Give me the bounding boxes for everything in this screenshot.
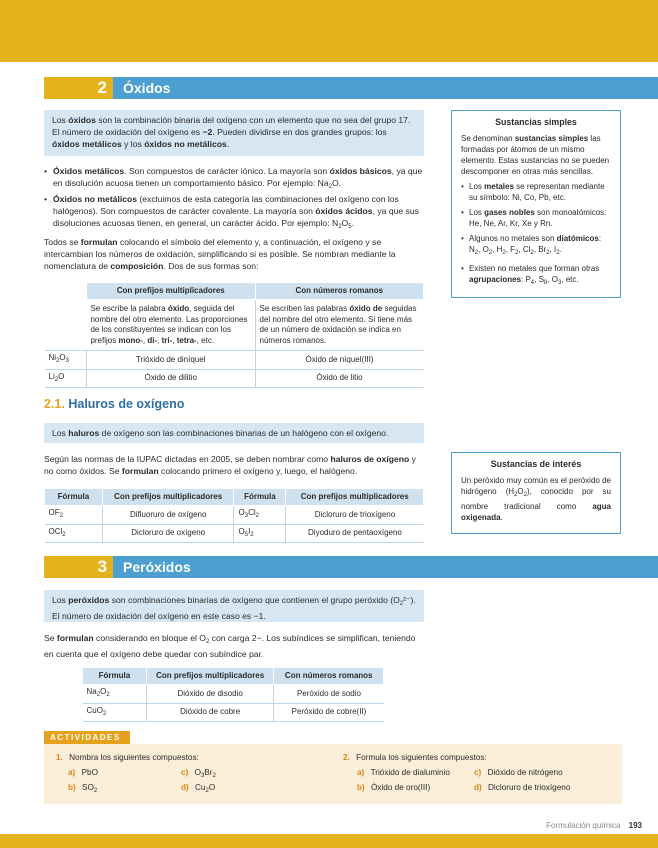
item-value: Óxido de oro(III) <box>371 783 431 792</box>
name-cell: Dicloruro de trioxígeno <box>286 506 424 525</box>
name-cell: Peróxido de sodio <box>274 685 384 704</box>
top-banner <box>0 0 658 62</box>
section-3-number: 3 <box>44 556 113 578</box>
column-header: Con prefijos multiplicadores <box>286 489 424 506</box>
sidebar-1-item: • Los gases nobles son monoatómicos: He, Ne, Ar, Kr, Xe y Rn. <box>461 207 611 229</box>
item-value: $SO_2$ <box>82 783 98 794</box>
activity-1-number: 1. <box>56 753 63 762</box>
bottom-banner <box>0 834 658 848</box>
oxides-formulation-paragraph: Todos se formulan colocando el símbolo del elemento y, a continuación, el oxígeno y se intercambian los números de oxidación, simplificando si es posible. Se nombran mediante la nomenclatura de composición. Dos de sus formas son: <box>44 237 396 271</box>
halides-table <box>44 488 424 543</box>
activity-2-item <box>474 767 563 779</box>
peroxides-table <box>82 667 384 722</box>
footer-section: Formulación química <box>546 821 621 830</box>
peroxides-paragraph: Se formulan considerando en bloque el $O_2$ con carga 2−. Los subíndices se simplifican, teniendo en cuenta que el oxígeno debe quedar con subíndice par. <box>44 633 416 659</box>
name-cell: Dicloruro de oxígeno <box>102 524 234 543</box>
item-value: $Cu_2O$ <box>195 783 216 794</box>
sidebar-1-list <box>461 181 611 289</box>
section-2-header <box>44 77 658 99</box>
column-header: Fórmula <box>83 668 147 685</box>
item-letter: d) <box>474 783 482 792</box>
activities-label: ACTIVIDADES <box>44 731 130 744</box>
name-cell: Dióxido de disodio <box>146 685 274 704</box>
page-footer <box>546 820 642 832</box>
bullet-nonmetal-oxides: • Óxidos no metálicos (excluimos de esta categoría las combinaciones del oxígeno con los halógenos). Son compuestos de carácter covalente. La mayoría son óxidos ácidos, ya que sus disoluciones acuosas tienen, en general, un carácter ácido. Por ejemplo: $N_2O_5$. <box>44 193 426 233</box>
table-row <box>45 351 424 370</box>
formula-cell: $O_3Cl_2$ <box>234 506 286 525</box>
item-letter: d) <box>181 783 189 792</box>
column-header: Con números romanos <box>274 668 384 685</box>
name-cell: Dióxido de cobre <box>146 703 274 722</box>
table-row <box>45 506 424 525</box>
section-2-1-title: Haluros de oxígeno <box>68 397 185 411</box>
formula-cell: CuO$_2$ <box>83 703 147 722</box>
name-cell: Trióxido de diníquel <box>86 351 255 370</box>
activity-2-item <box>357 782 430 794</box>
table-row <box>45 369 424 388</box>
desc-multiplier-prefixes: Se escribe la palabra óxido, seguida del nombre del otro elemento. Las proporciones de los constituyentes se indican con los prefijos mono-, di-, tri-, tetra-, etc. <box>86 300 255 351</box>
bullet-metal-oxides: • Óxidos metálicos. Son compuestos de carácter iónico. La mayoría son óxidos básicos, ya que en disolución acuosa tienen un comportamiento básico. Por ejemplo: $Na_2O$. <box>44 165 426 193</box>
sidebar-2-title: Sustancias de interés <box>490 459 582 469</box>
activity-1-text: Nombra los siguientes compuestos: <box>69 753 199 762</box>
column-header: Fórmula <box>45 489 103 506</box>
item-value: Trióxido de dialuminio <box>370 768 450 777</box>
activity-2-item <box>474 782 570 794</box>
sidebar-2-text: Un peróxido muy común es el peróxido de hidrógeno $(H_2O_2)$, conocido por su nombre tradicional como agua oxigenada. <box>461 476 611 522</box>
activity-1-item <box>68 782 97 797</box>
formula-cell: $Na_2O_2$ <box>83 685 147 704</box>
item-letter: b) <box>357 783 365 792</box>
section-2-title: Óxidos <box>123 80 171 96</box>
section-2-number: 2 <box>44 77 113 99</box>
desc-roman-numerals: Se escriben las palabras óxido de seguidas del nombre del otro elemento. Si tiene más de un número de oxidación se indica en números romanos. <box>255 300 423 351</box>
section-3-title: Peróxidos <box>123 559 191 575</box>
activity-2-item <box>357 767 450 779</box>
item-letter: a) <box>68 768 76 777</box>
empty-header <box>45 283 87 300</box>
activity-1-item <box>68 767 98 779</box>
sidebar-1-item: • Algunos no metales son diatómicos: $N_2$, $O_2$, $H_2$, $F_2$, $Cl_2$, $Br_2$, $I_2$. <box>461 233 611 259</box>
table-row <box>45 524 424 543</box>
column-header: Fórmula <box>234 489 286 506</box>
sidebar-simple-substances <box>451 110 621 298</box>
formula-cell: OCl$_2$ <box>45 524 103 543</box>
activity-2-text: Formula los siguientes compuestos: <box>356 753 487 762</box>
item-value: $O_3Br_2$ <box>194 768 216 779</box>
sidebar-substances-of-interest <box>451 452 621 534</box>
halides-paragraph: Según las normas de la IUPAC dictadas en 2005, se deben nombrar como haluros de oxígeno y no como óxidos. Se formulan colocando primero el oxígeno y, luego, el halógeno. <box>44 454 416 476</box>
name-cell: Diyoduro de pentaoxígeno <box>286 524 424 543</box>
column-header: Con prefijos multiplicadores <box>102 489 234 506</box>
section-2-1-header <box>44 398 184 410</box>
sidebar-1-item: • Existen no metales que forman otras agrupaciones: $P_4$, $S_8$, $O_3$, etc. <box>461 263 611 289</box>
sidebar-1-title: Sustancias simples <box>495 117 577 127</box>
formula-cell: $OF_2$ <box>45 506 103 525</box>
sidebar-1-item: • Los metales se representan mediante su símbolo: Ni, Co, Pb, etc. <box>461 181 611 203</box>
item-letter: b) <box>68 783 76 792</box>
section-3-header <box>44 556 658 578</box>
page-number: 193 <box>628 821 642 830</box>
table-row <box>83 703 384 722</box>
section-2-1-number: 2.1. <box>44 397 65 411</box>
table-row <box>83 685 384 704</box>
name-cell: Óxido de litio <box>255 369 423 388</box>
item-value: Dióxido de nitrógeno <box>487 768 563 777</box>
name-cell: Difluoruro de oxígeno <box>102 506 234 525</box>
column-header: Con números romanos <box>255 283 423 300</box>
empty-cell <box>45 300 87 351</box>
activity-1-item <box>181 767 216 782</box>
activity-2-number: 2. <box>343 753 350 762</box>
activity-2-prompt <box>343 752 487 764</box>
formula-cell: $Li_2O$ <box>45 369 87 388</box>
name-cell: Peróxido de cobre(II) <box>274 703 384 722</box>
formula-cell: $Ni_2O_3$ <box>45 351 87 370</box>
name-cell: Óxido de níquel(III) <box>255 351 423 370</box>
sidebar-1-text: Se denominan sustancias simples las formadas por átomos de un mismo elemento. Estas sustancias no se pueden descomponer en otras más sencillas. <box>461 134 610 176</box>
peroxides-intro: Los peróxidos son combinaciones binarias de oxígeno que contienen el grupo peróxido $(O_2^{2-})$. El número de oxidación del oxígeno en este caso es −1. <box>44 590 424 622</box>
item-value: Dicloruro de trioxígeno <box>488 783 571 792</box>
halides-intro: Los haluros de oxígeno son las combinaciones binarias de un halógeno con el oxígeno. <box>44 423 424 443</box>
activity-1-prompt <box>56 752 199 764</box>
name-cell: Óxido de dilitio <box>86 369 255 388</box>
formula-cell: $O_5I_2$ <box>234 524 286 543</box>
item-letter: c) <box>474 768 482 777</box>
oxides-table <box>44 282 424 388</box>
item-letter: a) <box>357 768 365 777</box>
item-letter: c) <box>181 768 189 777</box>
oxides-intro: Los óxidos son la combinación binaria del oxígeno con un elemento que no sea del grupo 17. El número de oxidación del oxígeno es −2. Pueden dividirse en dos grandes grupos: los óxidos metálicos y los óxidos no metálicos. <box>44 110 424 156</box>
column-header: Con prefijos multiplicadores <box>86 283 255 300</box>
column-header: Con prefijos multiplicadores <box>146 668 274 685</box>
item-value: PbO <box>81 768 98 777</box>
activity-1-item <box>181 782 215 797</box>
